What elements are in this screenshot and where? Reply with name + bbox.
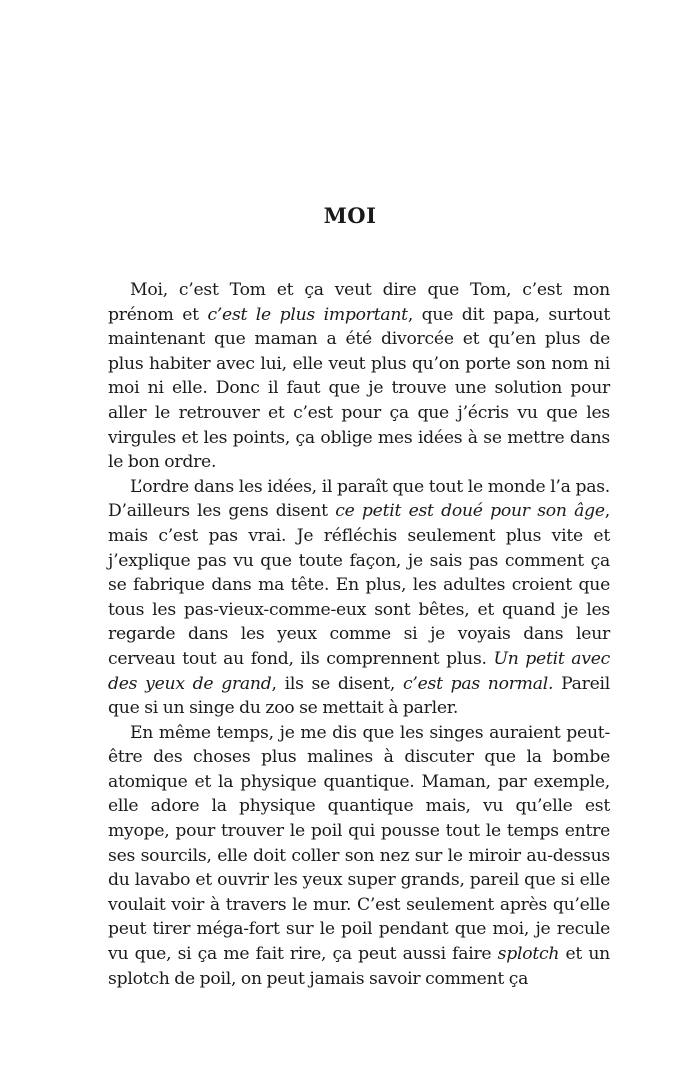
text-run: , que dit papa, surtout maintenant que maman a été divorcée et qu’en plus de plus habiter avec lui, elle veut plus qu’on porte son nom ni moi ni elle. Donc il faut que je trouve une solution pour aller le retrouver et c’est pour ça que j’écris vu que les virgules et les points, ça oblige mes idées à se mettre dans le bon ordre. <box>108 304 610 473</box>
text-run: En même temps, je me dis que les singes auraient peut-être des choses plus malines à discuter que la bombe atomique et la physique quantique. Maman, par exemple, elle adore la physique quantique mais, vu qu’elle est myope, pour trouver le poil qui pousse tout le temps entre ses sourcils, elle doit coller son nez sur le miroir au-dessus du lavabo et ouvrir les yeux super grands, pareil que si elle voulait voir à travers le mur. C’est seulement après qu’elle peut tirer méga-fort sur le poil pendant que moi, je recule vu que, si ça me fait rire, ça peut aussi faire <box>108 722 610 965</box>
chapter-body <box>108 278 610 991</box>
paragraph <box>108 475 610 721</box>
chapter-title: MOI <box>323 203 377 228</box>
text-run: et un splotch de poil, on peut jamais savoir comment ça <box>108 944 610 989</box>
text-run: , mais c’est pas vrai. Je réfléchis seulement plus vite et j’explique pas vu que toute façon, je sais pas comment ça se fabrique dans ma tête. En plus, les adultes croient que tous les pas-vieux-comme-eux sont bêtes, et quand je les regarde dans les yeux comme si je voyais dans leur cerveau tout au fond, ils comprennent plus. <box>108 501 610 669</box>
italic-text: c’est le plus important <box>207 304 408 325</box>
text-run: L’ordre dans les idées, il paraît que tout le monde l’a pas. D’ailleurs les gens disent <box>108 476 610 522</box>
text-run: Pareil que si un singe du zoo se mettait à parler. <box>108 673 611 719</box>
text-run: Moi, c’est Tom et ça veut dire que Tom, c’est mon prénom et <box>108 280 610 325</box>
italic-text: splotch <box>497 944 560 965</box>
paragraph <box>108 278 610 475</box>
paragraph <box>108 721 610 992</box>
italic-text: c’est pas normal. <box>402 673 554 694</box>
text-run: , ils se disent, <box>271 673 403 694</box>
italic-text: ce petit est doué pour son âge <box>335 501 605 522</box>
italic-text: Un petit avec des yeux de grand <box>108 648 610 694</box>
